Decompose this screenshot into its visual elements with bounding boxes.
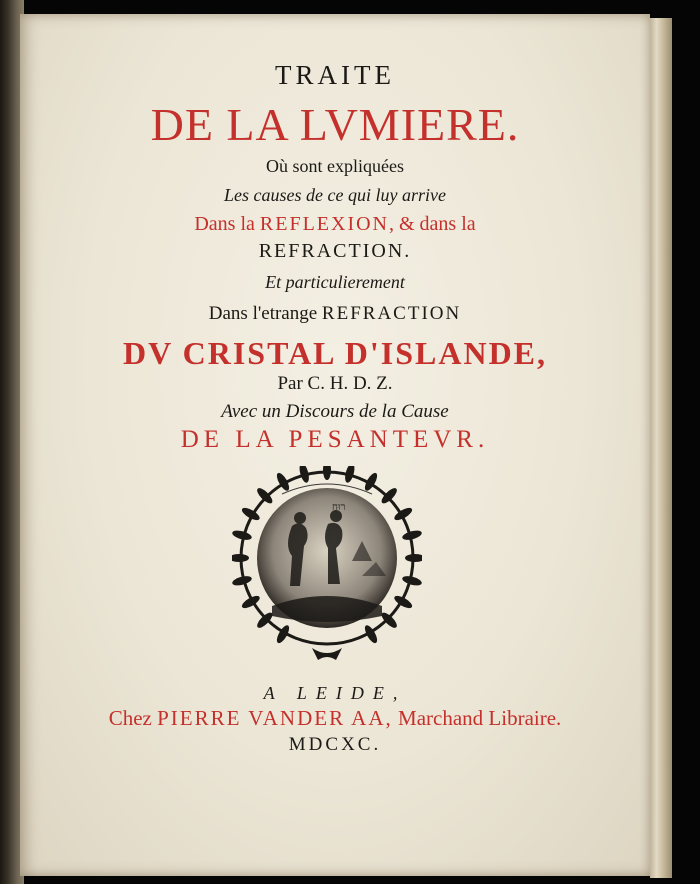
imprint-marchand: Marchand Libraire. (392, 706, 562, 730)
imprint-year: MDCXC. (288, 734, 382, 755)
page-edges (650, 18, 672, 878)
author-line: Par C. H. D. Z. (277, 373, 393, 394)
imprint-publisher (20, 706, 650, 731)
subtitle-refraction: REFRACTION. (258, 240, 412, 262)
subtitle-etrange-line (20, 303, 650, 325)
subtitle-etrange-prefix: Dans l'etrange (208, 303, 322, 324)
ribbon-tie-icon (312, 648, 342, 660)
imprint-city: A LEIDE, (263, 683, 407, 703)
subtitle-causes: Les causes de ce qui luy arrive (224, 185, 446, 205)
subtitle-reflexion-line (20, 213, 650, 236)
vignette-motto: רוּחַ (332, 502, 346, 513)
subtitle-etrange-word: REFRACTION (321, 303, 462, 324)
subtitle-discours: Avec un Discours de la Cause (221, 401, 449, 422)
subtitle-pesanteur: DE LA PESANTEVR. (180, 426, 490, 453)
subtitle-reflexion-suffix: , & dans la (389, 213, 476, 235)
printers-device-vignette (232, 466, 422, 666)
subtitle-cristal: DV CRISTAL D'ISLANDE, (122, 335, 548, 371)
imprint-publisher-name: PIERRE VANDER AA, (157, 706, 393, 730)
subtitle-particulierement: Et particulierement (265, 272, 405, 292)
subtitle-reflexion-word: REFLEXION (259, 213, 389, 235)
imprint-chez: Chez (108, 706, 158, 730)
subtitle-ou-sont: Où sont expliquées (266, 156, 404, 176)
title-line-traite: TRAITE (275, 60, 395, 90)
title-line-lumiere: DE LA LVMIERE. (150, 99, 520, 150)
subtitle-reflexion-prefix: Dans la (194, 213, 260, 235)
